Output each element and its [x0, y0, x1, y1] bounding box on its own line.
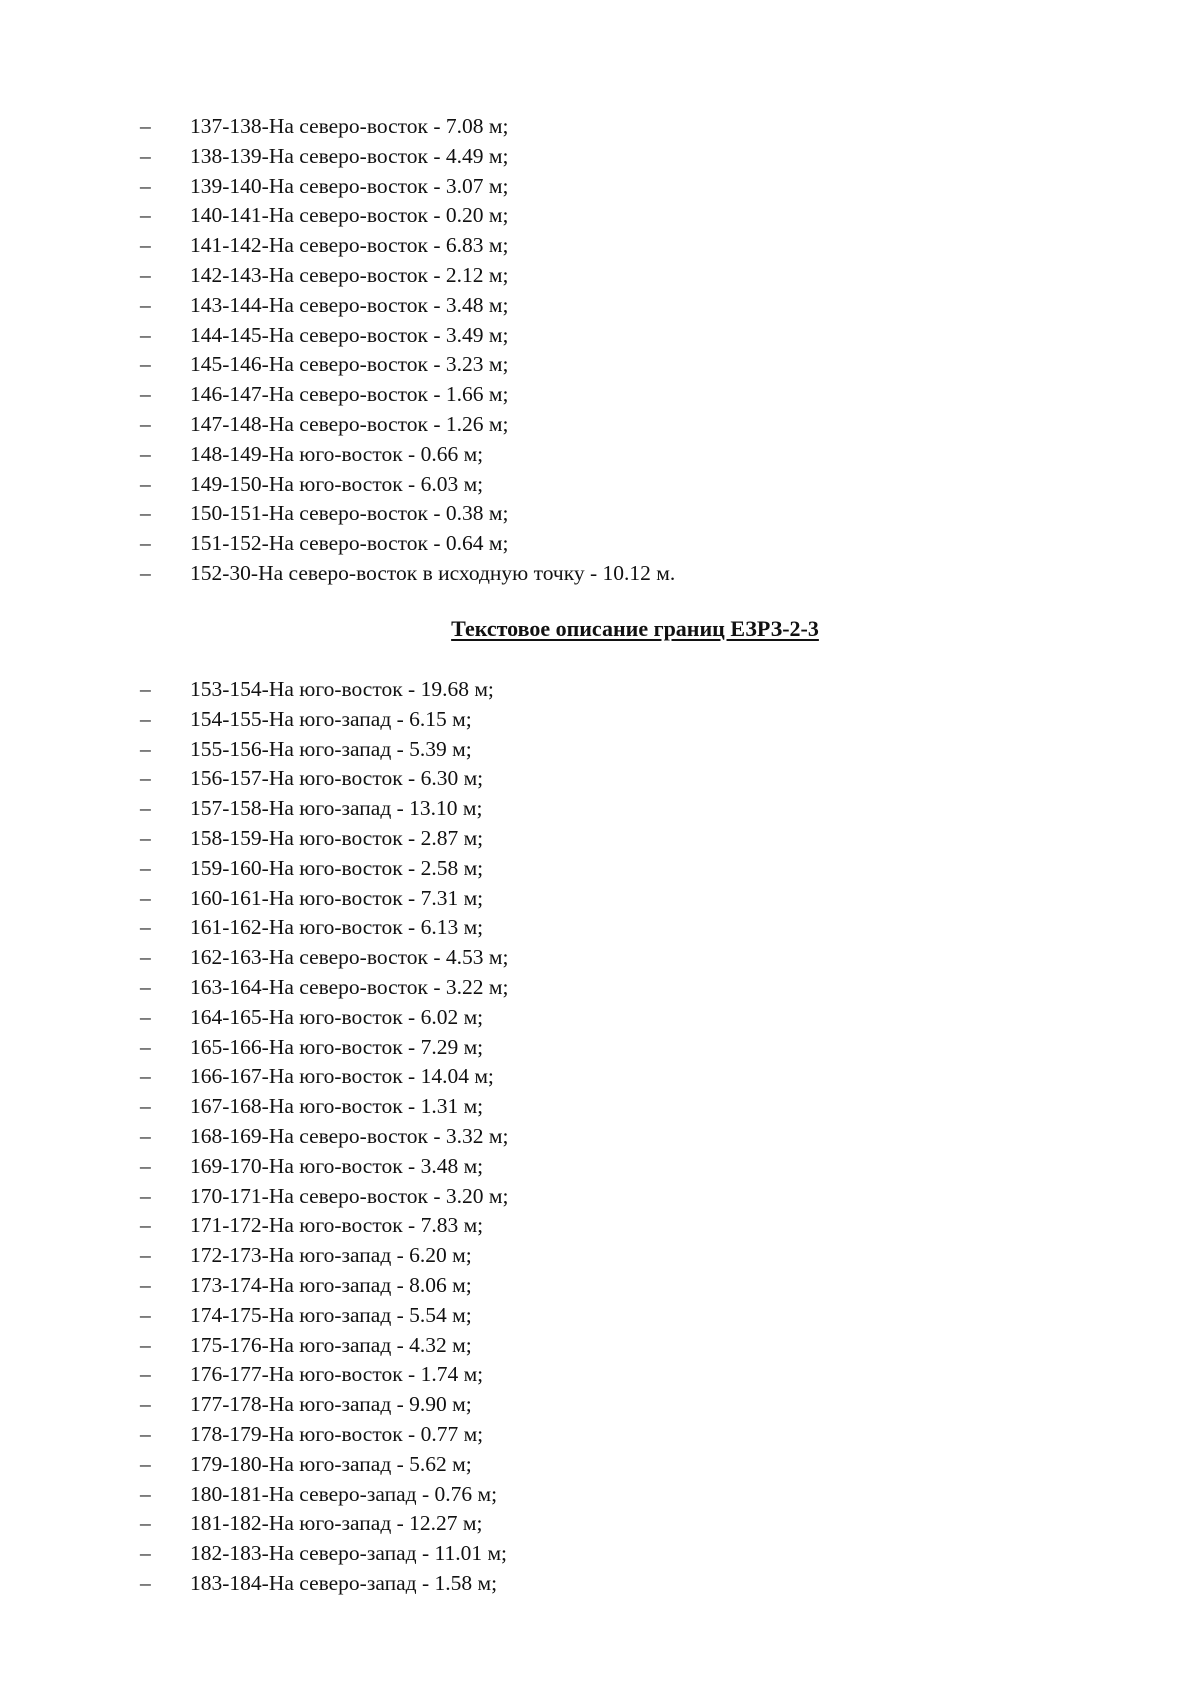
list-item: [140, 764, 508, 794]
dash-bullet: –: [140, 1451, 151, 1476]
list-item: [140, 913, 508, 943]
list-item-text: 165-166-На юго-восток - 7.29 м;: [190, 1034, 484, 1059]
dash-bullet: –: [140, 885, 151, 910]
list-item-text: 144-145-На северо-восток - 3.49 м;: [190, 322, 509, 347]
list-item-text: 146-147-На северо-восток - 1.66 м;: [190, 382, 509, 407]
list-item-text: 170-171-На северо-восток - 3.20 м;: [190, 1183, 509, 1208]
dash-bullet: –: [140, 292, 151, 317]
list-item: [140, 172, 675, 202]
list-item-text: 182-183-На северо-запад - 11.01 м;: [190, 1541, 508, 1566]
dash-bullet: –: [140, 143, 151, 168]
dash-bullet: –: [140, 1213, 151, 1238]
list-item: [140, 1092, 508, 1122]
list-item: [140, 1271, 508, 1301]
list-item-text: 174-175-На юго-запад - 5.54 м;: [190, 1302, 472, 1327]
dash-bullet: –: [140, 1511, 151, 1536]
dash-bullet: –: [140, 915, 151, 940]
list-item: [140, 470, 675, 500]
list-item: [140, 1539, 508, 1569]
dash-bullet: –: [140, 1570, 151, 1595]
dash-bullet: –: [140, 1094, 151, 1119]
list-item-text: 167-168-На юго-восток - 1.31 м;: [190, 1094, 484, 1119]
dash-bullet: –: [140, 411, 151, 436]
list-item-text: 171-172-На юго-восток - 7.83 м;: [190, 1213, 484, 1238]
list-item-text: 169-170-На юго-восток - 3.48 м;: [190, 1153, 484, 1178]
dash-bullet: –: [140, 974, 151, 999]
dash-bullet: –: [140, 262, 151, 287]
list-item: [140, 410, 675, 440]
list-item: [140, 529, 675, 559]
dash-bullet: –: [140, 706, 151, 731]
list-item: [140, 559, 675, 589]
list-item-text: 176-177-На юго-восток - 1.74 м;: [190, 1362, 484, 1387]
list-item-text: 153-154-На юго-восток - 19.68 м;: [190, 677, 494, 701]
boundary-segment-list-2: [140, 675, 508, 1599]
dash-bullet: –: [140, 233, 151, 258]
list-item: [140, 112, 675, 142]
dash-bullet: –: [140, 766, 151, 791]
list-item-text: 166-167-На юго-восток - 14.04 м;: [190, 1064, 494, 1089]
list-item-text: 159-160-На юго-восток - 2.58 м;: [190, 855, 484, 880]
list-item: [140, 142, 675, 172]
list-item: [140, 1152, 508, 1182]
dash-bullet: –: [140, 1362, 151, 1387]
list-item: [140, 1390, 508, 1420]
list-item: [140, 440, 675, 470]
list-item-text: 163-164-На северо-восток - 3.22 м;: [190, 974, 509, 999]
list-item-text: 154-155-На юго-запад - 6.15 м;: [190, 706, 472, 731]
list-item-text: 151-152-На северо-восток - 0.64 м;: [190, 531, 509, 556]
list-item-text: 143-144-На северо-восток - 3.48 м;: [190, 292, 509, 317]
list-item-text: 142-143-На северо-восток - 2.12 м;: [190, 262, 509, 287]
list-item: [140, 291, 675, 321]
list-item: [140, 380, 675, 410]
list-item-text: 162-163-На северо-восток - 4.53 м;: [190, 945, 509, 970]
list-item-text: 173-174-На юго-запад - 8.06 м;: [190, 1272, 472, 1297]
dash-bullet: –: [140, 736, 151, 761]
list-item: [140, 1420, 508, 1450]
list-item-text: 158-159-На юго-восток - 2.87 м;: [190, 825, 484, 850]
list-item: [140, 1360, 508, 1390]
list-item-text: 141-142-На северо-восток - 6.83 м;: [190, 233, 509, 258]
list-item: [140, 1450, 508, 1480]
dash-bullet: –: [140, 1183, 151, 1208]
list-item: [140, 1122, 508, 1152]
section-heading: Текстовое описание границ ЕЗРЗ-2-3: [451, 616, 819, 641]
dash-bullet: –: [140, 382, 151, 407]
list-item: [140, 973, 508, 1003]
list-item-text: 160-161-На юго-восток - 7.31 м;: [190, 885, 484, 910]
list-item-text: 150-151-На северо-восток - 0.38 м;: [190, 501, 509, 526]
dash-bullet: –: [140, 560, 151, 585]
list-item: [140, 705, 508, 735]
list-item: [140, 1331, 508, 1361]
list-item-text: 181-182-На юго-запад - 12.27 м;: [190, 1511, 483, 1536]
list-item: [140, 1003, 508, 1033]
list-item: [140, 1509, 508, 1539]
list-item: [140, 350, 675, 380]
dash-bullet: –: [140, 173, 151, 198]
list-item-text: 137-138-На северо-восток - 7.08 м;: [190, 114, 509, 138]
dash-bullet: –: [140, 1421, 151, 1446]
list-item-text: 152-30-На северо-восток в исходную точку - 10.12 м.: [190, 560, 676, 585]
list-item-text: 168-169-На северо-восток - 3.32 м;: [190, 1123, 509, 1148]
dash-bullet: –: [140, 322, 151, 347]
dash-bullet: –: [140, 1302, 151, 1327]
list-item: [140, 675, 508, 705]
dash-bullet: –: [140, 1153, 151, 1178]
dash-bullet: –: [140, 825, 151, 850]
dash-bullet: –: [140, 1392, 151, 1417]
dash-bullet: –: [140, 471, 151, 496]
list-item: [140, 1569, 508, 1599]
list-item-text: 155-156-На юго-запад - 5.39 м;: [190, 736, 472, 761]
list-item: [140, 884, 508, 914]
dash-bullet: –: [140, 1123, 151, 1148]
list-item: [140, 794, 508, 824]
list-item: [140, 231, 675, 261]
dash-bullet: –: [140, 1541, 151, 1566]
list-item: [140, 824, 508, 854]
list-item: [140, 1033, 508, 1063]
dash-bullet: –: [140, 531, 151, 556]
list-item: [140, 943, 508, 973]
list-item-text: 147-148-На северо-восток - 1.26 м;: [190, 411, 509, 436]
list-item: [140, 321, 675, 351]
list-item-text: 161-162-На юго-восток - 6.13 м;: [190, 915, 484, 940]
list-item-text: 149-150-На юго-восток - 6.03 м;: [190, 471, 484, 496]
dash-bullet: –: [140, 1272, 151, 1297]
list-item: [140, 854, 508, 884]
list-item-text: 140-141-На северо-восток - 0.20 м;: [190, 203, 509, 228]
list-item-text: 178-179-На юго-восток - 0.77 м;: [190, 1421, 484, 1446]
list-item: [140, 1241, 508, 1271]
list-item-text: 179-180-На юго-запад - 5.62 м;: [190, 1451, 472, 1476]
dash-bullet: –: [140, 796, 151, 821]
list-item-text: 145-146-На северо-восток - 3.23 м;: [190, 352, 509, 377]
dash-bullet: –: [140, 1332, 151, 1357]
list-item-text: 164-165-На юго-восток - 6.02 м;: [190, 1004, 484, 1029]
dash-bullet: –: [140, 1481, 151, 1506]
dash-bullet: –: [140, 1064, 151, 1089]
list-item-text: 172-173-На юго-запад - 6.20 м;: [190, 1243, 472, 1268]
dash-bullet: –: [140, 501, 151, 526]
list-item: [140, 1182, 508, 1212]
list-item: [140, 261, 675, 291]
dash-bullet: –: [140, 1243, 151, 1268]
dash-bullet: –: [140, 441, 151, 466]
list-item: [140, 1480, 508, 1510]
list-item-text: 157-158-На юго-запад - 13.10 м;: [190, 796, 483, 821]
list-item-text: 180-181-На северо-запад - 0.76 м;: [190, 1481, 498, 1506]
boundary-segment-list-1: [140, 112, 675, 589]
list-item-text: 148-149-На юго-восток - 0.66 м;: [190, 441, 484, 466]
list-item-text: 138-139-На северо-восток - 4.49 м;: [190, 143, 509, 168]
list-item: [140, 201, 675, 231]
list-item: [140, 1062, 508, 1092]
list-item: [140, 1301, 508, 1331]
list-item: [140, 1211, 508, 1241]
dash-bullet: –: [140, 352, 151, 377]
dash-bullet: –: [140, 945, 151, 970]
dash-bullet: –: [140, 677, 151, 701]
dash-bullet: –: [140, 855, 151, 880]
list-item: [140, 499, 675, 529]
list-item-text: 175-176-На юго-запад - 4.32 м;: [190, 1332, 472, 1357]
list-item: [140, 735, 508, 765]
dash-bullet: –: [140, 114, 151, 138]
list-item-text: 156-157-На юго-восток - 6.30 м;: [190, 766, 484, 791]
dash-bullet: –: [140, 203, 151, 228]
list-item-text: 183-184-На северо-запад - 1.58 м;: [190, 1570, 498, 1595]
dash-bullet: –: [140, 1034, 151, 1059]
list-item-text: 177-178-На юго-запад - 9.90 м;: [190, 1392, 472, 1417]
dash-bullet: –: [140, 1004, 151, 1029]
list-item-text: 139-140-На северо-восток - 3.07 м;: [190, 173, 509, 198]
